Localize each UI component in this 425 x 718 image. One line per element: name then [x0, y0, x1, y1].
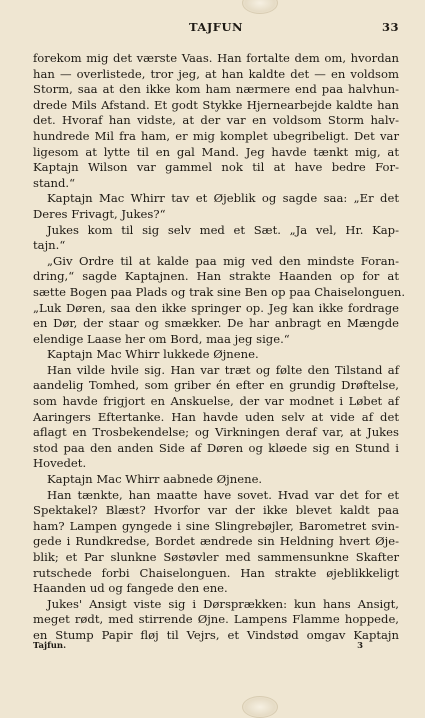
running-title: TAJFUN [189, 20, 243, 34]
text-line: dring,“ sagde Kaptajnen. Han strakte Haanden op for at [33, 269, 399, 284]
text-line: „Luk Døren, saa den ikke springer op. Jeg kan ikke fordrage [33, 300, 399, 315]
text-line: hundrede Mil fra ham, er mig komplet ubegribeligt. Det var [33, 128, 399, 143]
page-hole-mark-top [242, 0, 278, 14]
text-line: tajn.“ [33, 238, 66, 253]
text-line: det. Hvoraf han vidste, at der var en voldsom Storm halv- [33, 113, 399, 128]
text-line: drede Mils Afstand. Et godt Stykke Hjernearbejde kaldte han [33, 97, 399, 112]
page-footer [33, 641, 363, 653]
text-line: Haanden ud og fangede den ene. [33, 581, 228, 596]
text-line: Aaringers Eftertanke. Han havde uden selv at vide af det [33, 409, 399, 424]
text-line: sætte Bogen paa Plads og trak sine Ben op paa Chaiselonguen. [33, 284, 406, 299]
text-line: aandelig Tomhed, som griber én efter en grundig Drøftelse, [33, 378, 399, 393]
text-line: gede i Rundkredse, Bordet ændrede sin Heldning hvert Øje- [33, 534, 399, 549]
text-line: meget rødt, med stirrende Øjne. Lampens Flamme hoppede, [33, 612, 399, 627]
text-line: Kaptajn Mac Whirr lukkede Øjnene. [47, 347, 259, 362]
text-line: stand.“ [33, 175, 76, 190]
text-line: Kaptajn Wilson var gammel nok til at have bedre For- [33, 160, 399, 175]
text-line: Kaptajn Mac Whirr aabnede Øjnene. [47, 472, 263, 487]
text-line: ham? Lampen gyngede i sine Slingrebøjler, Barometret svin- [33, 518, 399, 533]
body-text [33, 51, 406, 644]
text-line: Jukes kom til sig selv med et Sæt. „Ja vel, Hr. Kap- [47, 222, 399, 237]
text-line: Deres Frivagt, Jukes?“ [33, 206, 166, 221]
text-line: Spektakel? Blæst? Hvorfor var der ikke blevet kaldt paa [33, 503, 399, 518]
text-line: forekom mig det værste Vaas. Han fortalte dem om, hvordan [33, 51, 399, 65]
text-line: „Giv Ordre til at kalde paa mig ved den mindste Foran- [47, 253, 399, 268]
text-line: Han tænkte, han maatte have sovet. Hvad var det for et [47, 487, 399, 502]
text-line: Hovedet. [33, 456, 87, 471]
text-line: Kaptajn Mac Whirr tav et Øjeblik og sagde saa: „Er det [47, 191, 399, 206]
text-line: elendige Laase her om Bord, maa jeg sige.“ [33, 331, 290, 346]
text-line: Jukes' Ansigt viste sig i Dørsprækken: kun hans Ansigt, [47, 596, 399, 611]
page-hole-mark-bottom [242, 696, 278, 718]
text-line: ligesom at lytte til en gal Mand. Jeg havde tænkt mig, at [33, 144, 399, 159]
text-line: han — overlistede, tror jeg, at han kaldte det — en voldsom [33, 66, 399, 81]
running-header [33, 20, 399, 36]
signature-mark: 3 [357, 641, 363, 651]
footer-book-title: Tajfun. [33, 641, 67, 651]
text-line: en Stump Papir fløj til Vejrs, et Vindstød omgav Kaptajn [33, 627, 399, 642]
text-line: blik; et Par slunkne Søstøvler med sammensunkne Skafter [33, 550, 399, 564]
text-line: Han vilde hvile sig. Han var træt og følte den Tilstand af [47, 362, 399, 377]
text-line: Storm, saa at den ikke kom ham nærmere end paa halvhun- [33, 82, 399, 97]
text-line: som havde frigjort en Anskuelse, der var modnet i Løbet af [33, 394, 399, 409]
text-line: aflagt en Trosbekendelse; og Virkningen deraf var, at Jukes [33, 425, 399, 440]
page-number: 33 [381, 20, 399, 34]
text-line: rutschede forbi Chaiselonguen. Han strakte øjeblikkeligt [33, 565, 399, 580]
text-line: stod paa den anden Side af Døren og kløede sig en Stund i [33, 440, 399, 455]
text-line: en Dør, der staar og smækker. De har anbragt en Mængde [33, 316, 399, 331]
